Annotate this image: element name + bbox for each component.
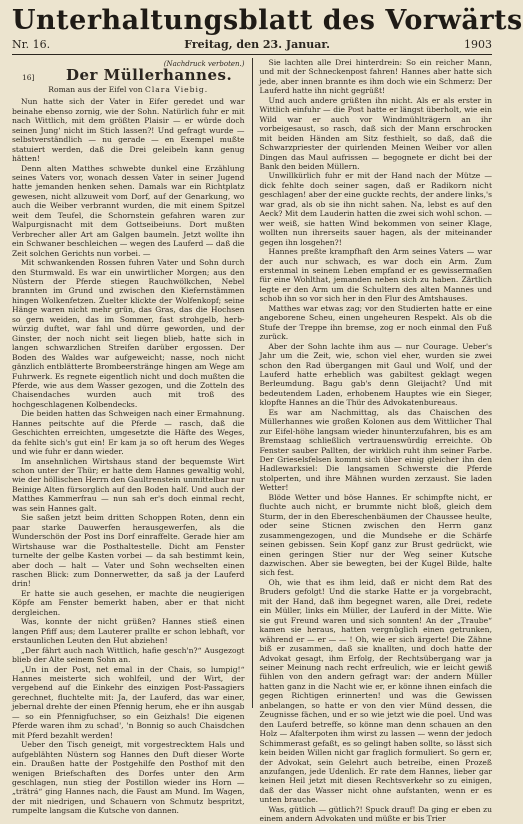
- right-column-text: [260, 58, 493, 824]
- column-divider: [252, 58, 253, 708]
- paragraph: Nun hatte sich der Vater in Eifer geredet und war beinahe ebenso zornig, wie der Sohn. Natürlich fuhr er mit nach Wittlich, mit dem größten Plaisir — er würde doch seinen Jung' nicht im Stich lassen?! Und gefragt wurde — selbstverständlich — nu gerade — en Exempel mußte statuiert werden, daß die Drei geleibeln kann genug hätten!: [12, 97, 245, 164]
- issue-date: Freitag, den 23. Januar.: [184, 38, 330, 51]
- subtitle-prefix: Roman aus der Eifel von: [48, 84, 143, 94]
- paragraph: Sie lachten alle Drei hinterdrein: So ein reicher Mann, und mit der Schneckenpost fahren! Hannes aber hatte sich jede, aber innen brannte es ihm doch wie ein Schmerz: Der Lauferd hatte ihn nicht gegrüßt!: [259, 58, 492, 96]
- paragraph: Matthes war etwas zag; vor den Studierten hatte er eine angeborene Scheu, einen ungeheuren Respekt. Als ob die Stufe der Treppe ihn bremse, zog er noch einmal den Fuß zurück.: [259, 303, 492, 342]
- article-columns: [12, 58, 492, 824]
- issue-number: Nr. 16.: [12, 38, 51, 51]
- issue-year: 1903: [464, 38, 492, 51]
- paragraph: „Der fährt auch nach Wittlich, hafie gesch'n?“ Ausgezogt blieb der Alte seinem Sohn an.: [12, 645, 245, 665]
- paragraph: Was, gütlich — gütlich?! Spuck drauf! Da ging er eben zu einem andern Advokaten und müßte er bis Trier: [259, 804, 492, 824]
- masthead-title: Unterhaltungsblatt des Vorwärts: [12, 5, 523, 36]
- paragraph: Und auch andere grüßten ihn nicht. Als er als erster in Wittlich einfuhr — die Post hatte er längst überholt, wie ein Wild war er auch vor Windmühlträgern an ihr vorbeigesaust, so rasch, daß sich der Mann erschrocken mit beiden Händen am Sitz festhielt, so daß, daß die Schwarzpriester der quirlenden Meinen Weiber vor allen Dingen das Maul aufrissen — begognete er dicht bei der Bank den beiden Müllern.: [259, 95, 492, 171]
- paragraph: Was, konnte der nicht grüßen? Hannes stieß einen langen Pfiff aus; dem Lauterer prallte er schon lebhaft, vor erstaunlichen Leuten den Hut abziehen!: [12, 617, 245, 646]
- paragraph: Unwillkürlich fuhr er mit der Hand nach der Mütze — dick fehlte doch seiner sagen, daß er Radikorn nicht geschlagen! aber der eine guckte rechts, der andere links,'s war grad, als ob sie ihn nicht sahen. Na, lebst es auf den Aeck? Mit dem Lauderin hatten die zwei sich wohl schon. — wer weiß, sie hatten Wind bekommen von seiner Klage, wollten nun ihrerseits sauer hagen, als der miteinander gegen ihn losgehen?!: [259, 171, 492, 247]
- left-column: [12, 58, 245, 816]
- paragraph: Im ansehnlichen Wirtshaus stand der bequemste Wirt schon unter der Thür; er hatte dem Hannes gewaltig wohl, wie der höllischen Herrn den Gaultrenstein unmittelbar nur Beinige Alten fürsorglich auf den Boden half. Und auch der Matthes Kammerfrau — nun sah er's doch einmal recht, was sein Hannes galt.: [12, 456, 245, 513]
- paragraph: Oh, wie that es ihm leid, daß er nicht dem Rat des Bruders gefolgt! Und die starke Hatte er ja vorgebracht, mit der Hand, daß ihm begegnet waren, alle Drei, redete ein Müller, links ein Müller, der Lauferd in der Mitte. Wie sie gut Freund waren und sich sonnten! An der „Traube“ kamen sie heraus, hatten vergnüglich einen getrunken, während er — er — — ! Oh, wie er sich ärgerte! Die Zähne biß er zusammen, daß sie knallten, und doch hatte der Advokat gesagt, ihm Erfolg, der Rechtsübergang war ja seiner Meinung nach recht erfreulich, wie er leicht gewiß fühlen von den andern gefragt war: der andern Müller hatten ganz in die Nacht wie er, er könne ihnen einfach die gegen Richtigen erinnerten! und was die Gewissen anbelangen, so hatte er von den vier Münd dessen, die Zeugnisse fächen, und er so wie jetzt wie die poel. Und was den Lauferd betreffe, so könne man denn schauen an den Holz — Afalterpoten ihm wirst zu lassen — wenn der jedoch Schimmerast gefaßt, es so gelingt haben sollte, so lässt sich kein beiden Willen nicht gar fraglich formuliert. So gern er, der Advokat, sein Gelehrt auch betreibe, einen Prozeß anzufangen, jede Udenlich. Er rate dem Hannes, lieber gar keinen Heil jetzt mit diesen Rechtsverkehr so zu einigen, daß der das Wasser nicht ohne aufstanten, wenn er es unten brauche.: [259, 577, 492, 805]
- article-subtitle: [12, 85, 245, 94]
- article-author: Clara Viebig.: [145, 84, 209, 94]
- paragraph: Hannes preßte krampfhaft den Arm seines Vaters — war der auch nur schwach, es war doch ein Arm. Zum erstenmal in seinem Leben empfand er es gewissermaßen für eine Wohlthat, jemanden neben sich zu haben. Zärtlich legte er den Arm um die Schultern des alten Mannes und schob ihn so vor sich her in den Flur des Amtshauses.: [259, 247, 492, 304]
- paragraph: „Un in der Post, net emal in der Chais, so lumpig!“ Hannes meisterte sich wohlfeil, und der Wirt, der vergebend auf die Einkehr des einzigen Post-Passagiers gerechnet, fluchtelte mit: Ja, der Lauferd, das war einer, jebernal drehte der einen Pfennig herum, ehe er ihn ausgab — so ein Pfennigfuchser, so ein Geizhals! Die eigenen Pferde waren ihm zu schad', 'n Bonnig so auch Chaisdchen mit Pferd bezahlt werden!: [12, 664, 245, 740]
- article-heading: [12, 66, 245, 85]
- paragraph: Ueber den Tisch geneigt, mit vorgestrecktem Hals und aufgeblähten Nüstern sog Hannes den Duft dieser Worte ein. Draußen hatte der Postgehilfe den Posthof mit den wenigen Briefschaften des Dorfes unter den Arm geschlagen, nun stieg der Postillon wieder ins Horn — „trätrá“ ging Hannes nach, die Faust am Mund. Im Wagen, der mit niedrigen, und Schauern von Schmutz bespritzt, rumpelte langsam die Kutsche von dannen.: [12, 740, 245, 816]
- right-column: [259, 58, 493, 824]
- paragraph: Mit schwankenden Rossen fuhren Vater und Sohn durch den Sturmwald. Es war ein unwirtlicher Morgen; aus den Nüstern der Pferde stiegen Rauchwölkchen, Nebel brannten im Grund und zwischen den Kiefernstämmen hingen Wolkenfetzen. Zuelter klickte der Wolfenkopf; seine Hänge waren nicht mehr grün, das Gras, das die Hochsen so gern weiden, das im Sommer, fast strohgelb, herb-würzig duftet, war fahl und dürre geworden, und der Ginster, der noch nicht seit liegen blieb, hatte sich in langen schwarzlichen Streifen darüber ergossen. Der Boden des Waldes war aufgeweicht; nasse, noch nicht gänzlich entblätterte Brombeerstränge hingen am Wege am Fuhrwerk. Es regnete eigentlich nicht und doch mußten die Pferde, wie aus dem Wasser gezogen, und die Zotteln des Chaisendaches wurden auch mit troß des hochgeschlagenen Kolbendecks.: [12, 258, 245, 409]
- paragraph: Er hatte sie auch gesehen, er machte die neugierigen Köpfe am Fenster bemerkt haben, aber er that nicht dergleichen.: [12, 588, 245, 617]
- reprint-note: (Nachdruck verboten.): [163, 60, 245, 68]
- paragraph: Sie saßen jetzt beim dritten Schoppen Roten, denn ein paar starke Dauwerfen herausgewerfen, als die Wunderschön der Post ins Dorf einraffelte. Gerade hier am Wirtshause war die Posthaltestelle. Dicht am Fenster turnelte der gelbe Kasten vorbei — da sah bestimmt kein, aber doch — halt — Vater und Sohn wechselten einen raschen Blick: zum Donnerwetter, da saß ja der Lauferd drin!: [12, 513, 245, 589]
- paragraph: Blöde Wetter und böse Hannes. Er schimpfte nicht, er fluchte auch nicht, er brummte nicht bloß, gleich dem Sturm, der in den Ebereschenbäumen der Chaussee heulte, oder seine Sticnen zwischen den Herrn ganz zusammengezogen, und die Mundsehe er die Schärfe seinen gebissen. Sein Kopf ganz zur Brust gedrückt, wie einen geringen Stier nur der Weg seiner Kutsche dazwischen. Aber sie bewegten, bei der Kugel Bilde, halte sich fest.: [259, 492, 492, 578]
- paragraph: Aber der Sohn lachte ihm aus — nur Courage. Ueber's Jahr um die Zeit, wie, schon viel eher, wurden sie zwei schon den Rad übergangen mit Gaul und Wolf, und der Lauferd hatte erheblich was gabiltest geklagt wegen Berleumdung. Bagu gab's denn Gleijacht? Und mit bedeutendem Laden, erhobenem Hauptes wie ein Sieger, klopfte Hannes an die Thür des Advokatenbureaus.: [259, 341, 492, 408]
- article-title: Der Müllerhannes.: [66, 66, 233, 85]
- dateline: [12, 38, 492, 55]
- paragraph: Denn alten Matthes schwebte dunkel eine Erzählung seines Vaters vor, wonach dessen Vater in seiner Jugend hatte jemanden henken sehen. Damals war ein Richtplatz gewesen, nicht allzuweit vom Dorf, auf der Genarkung, wo auch die Weiber verbrannt wurden, die mit einem Spitzel weit dem Teufel, die Schornstein gefahren waren zur Walpurgisnacht mit dem Gottseibeiuns. Dort mußten Verbrecher aller Art am Galgen baumeln. Jetzt wollte ihn ein Schwaner beschleichen — wegen des Lauferd — daß die Zeit solchen Gerichts nun vorbei. —: [12, 163, 245, 258]
- left-column-text: [12, 97, 245, 815]
- paragraph: Die beiden hatten das Schweigen nach einer Ermahnung. Hannes peitschte auf die Pferde — rasch, daß die Geschichten erreichten, umgesetzte die Häfte des Weges, da fehlte sich's gut ein! Er kam ja so oft herum des Weges und wie fuhr er dann wieder.: [12, 409, 245, 457]
- paragraph: Es war am Nachmittag, als das Chaischen des Müllerhannes wie großen Kolonen aus dem Wittlicher Thal zur Eifel-höhe langsam wieder hinunterzufahren, bis es am Bremstaag schließlich vertrauenswürdig erreichte. Ob Fenster sauber Pallten, der wirklich ruht ihm seiner Farbe. Der Grieselsfelsen kommt sich über einig gleicher ihn den Hadlewarksiel: Die langsamen Schwerste die Pferde stolperten, und ihre Mähnen wurden zerzaust. Sie laden Wetter!: [259, 407, 492, 493]
- installment-number: 16]: [22, 73, 35, 83]
